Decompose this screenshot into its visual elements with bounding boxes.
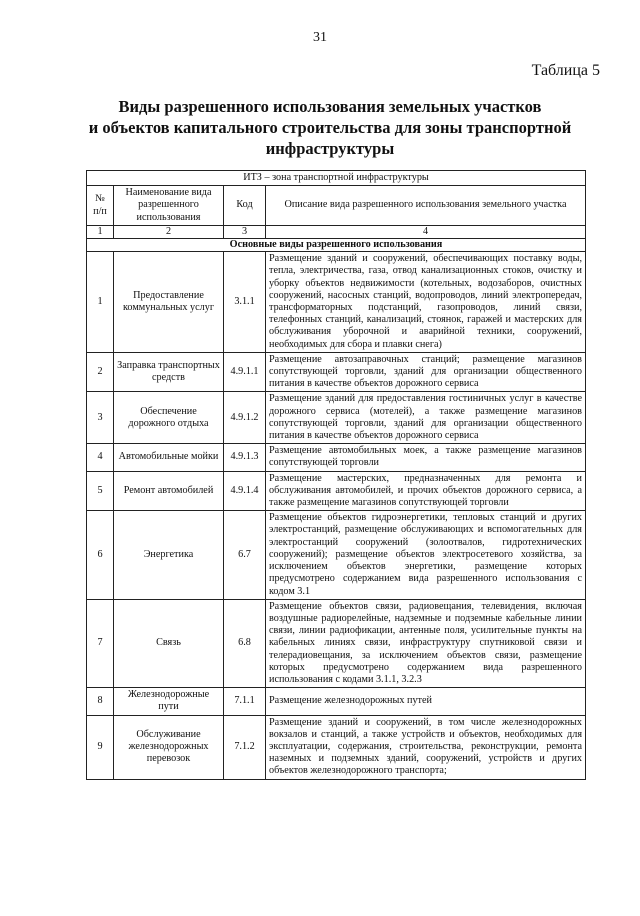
row-number: 3 [87,392,114,444]
row-number: 4 [87,444,114,471]
row-number: 9 [87,715,114,779]
row-number: 8 [87,688,114,715]
row-code: 7.1.2 [224,715,266,779]
table-row [87,688,586,715]
table-row [87,599,586,687]
title-line-2: и объектов капитального строительства для зоны транспортной [88,118,572,137]
row-description: Размещение зданий для предоставления гостиничных услуг в качестве дорожного сервиса (мотелей), а также размещение магазинов сопутствующей торговли, зданий для организации общественного питания в качестве объектов дорожного сервиса [266,392,586,444]
row-number: 2 [87,352,114,392]
row-number: 6 [87,511,114,599]
row-description: Размещение объектов связи, радиовещания, телевидения, включая воздушные радиорелейные, надземные и подземные кабельные линии связи, линии радиофикации, антенные поля, усилительные пункты на кабельных линиях связи, инфраструктуру спутниковой связи и телерадиовещания, за исключением объектов связи, размещение которых предусмотрено содержанием вида разрешенного использования с кодами 3.1.1, 3.2.3 [266,599,586,687]
row-name: Ремонт автомобилей [114,471,224,511]
row-description: Размещение автозаправочных станций; размещение магазинов сопутствующей торговли, зданий для организации общественного питания в качестве объектов дорожного сервиса [266,352,586,392]
row-name: Связь [114,599,224,687]
row-number: 7 [87,599,114,687]
row-description: Размещение автомобильных моек, а также размещение магазинов сопутствующей торговли [266,444,586,471]
table-row [87,392,586,444]
row-number: 5 [87,471,114,511]
table-row [87,511,586,599]
row-description: Размещение зданий и сооружений, обеспечивающих поставку воды, тепла, электричества, газа, отвод канализационных стоков, очистку и уборку объектов недвижимости (котельных, водозаборов, очистных сооружений, насосных станций, водопроводов, линий электропередач, трансформаторных подстанций, газопроводов, линий связи, телефонных станций, канализаций, стоянок, гаражей и мастерских для обслуживания уборочной и аварийной техники, сооружений, необходимых для сбора и плавки снега) [266,252,586,353]
document-title [60,96,600,159]
zone-header: ИТЗ – зона транспортной инфраструктуры [87,171,586,186]
row-name: Автомобильные мойки [114,444,224,471]
row-code: 4.9.1.3 [224,444,266,471]
row-code: 3.1.1 [224,252,266,353]
table-row [87,715,586,779]
column-index: 4 [266,225,586,238]
column-index: 1 [87,225,114,238]
page-number: 31 [313,30,327,45]
row-description: Размещение мастерских, предназначенных для ремонта и обслуживания автомобилей, и прочих объектов дорожного сервиса, а также размещение магазинов сопутствующей торговли [266,471,586,511]
column-index-row [87,225,586,238]
table-row [87,444,586,471]
row-name: Заправка транспортных средств [114,352,224,392]
table-row [87,352,586,392]
table-label: Таблица 5 [531,62,600,79]
column-header-code: Код [224,186,266,226]
table-row [87,471,586,511]
row-code: 4.9.1.1 [224,352,266,392]
column-header-row [87,186,586,226]
row-code: 6.7 [224,511,266,599]
row-name: Обеспечение дорожного отдыха [114,392,224,444]
row-code: 6.8 [224,599,266,687]
row-description: Размещение объектов гидроэнергетики, тепловых станций и других электростанций, размещение обслуживающих и вспомогательных для электростанций сооружений (золоотвалов, гидротехнических сооружений); размещение объектов электросетевого хозяйства, за исключением объектов энергетики, размещение которых предусмотрено содержанием вида разрешенного использования с кодом 3.1 [266,511,586,599]
row-code: 4.9.1.4 [224,471,266,511]
column-header-name: Наименование вида разрешенного использования [114,186,224,226]
row-code: 4.9.1.2 [224,392,266,444]
title-line-3: инфраструктуры [265,139,395,158]
row-description: Размещение зданий и сооружений, в том числе железнодорожных вокзалов и станций, а также устройств и объектов, необходимых для эксплуатации, содержания, строительства, реконструкции, ремонта наземных и подземных зданий, сооружений, устройств и других объектов железнодорожного транспорта; [266,715,586,779]
row-name: Энергетика [114,511,224,599]
column-header-desc: Описание вида разрешенного использования земельного участка [266,186,586,226]
section-title: Основные виды разрешенного использования [87,239,586,252]
column-index: 3 [224,225,266,238]
column-header-num: № п/п [87,186,114,226]
row-description: Размещение железнодорожных путей [266,688,586,715]
row-name: Предоставление коммунальных услуг [114,252,224,353]
row-number: 1 [87,252,114,353]
row-name: Железнодорожные пути [114,688,224,715]
column-index: 2 [114,225,224,238]
title-line-1: Виды разрешенного использования земельных участков [118,97,542,116]
section-row [87,239,586,252]
table-row [87,252,586,353]
zone-header-row [87,171,586,186]
permitted-use-table [86,170,586,780]
row-code: 7.1.1 [224,688,266,715]
row-name: Обслуживание железнодорожных перевозок [114,715,224,779]
